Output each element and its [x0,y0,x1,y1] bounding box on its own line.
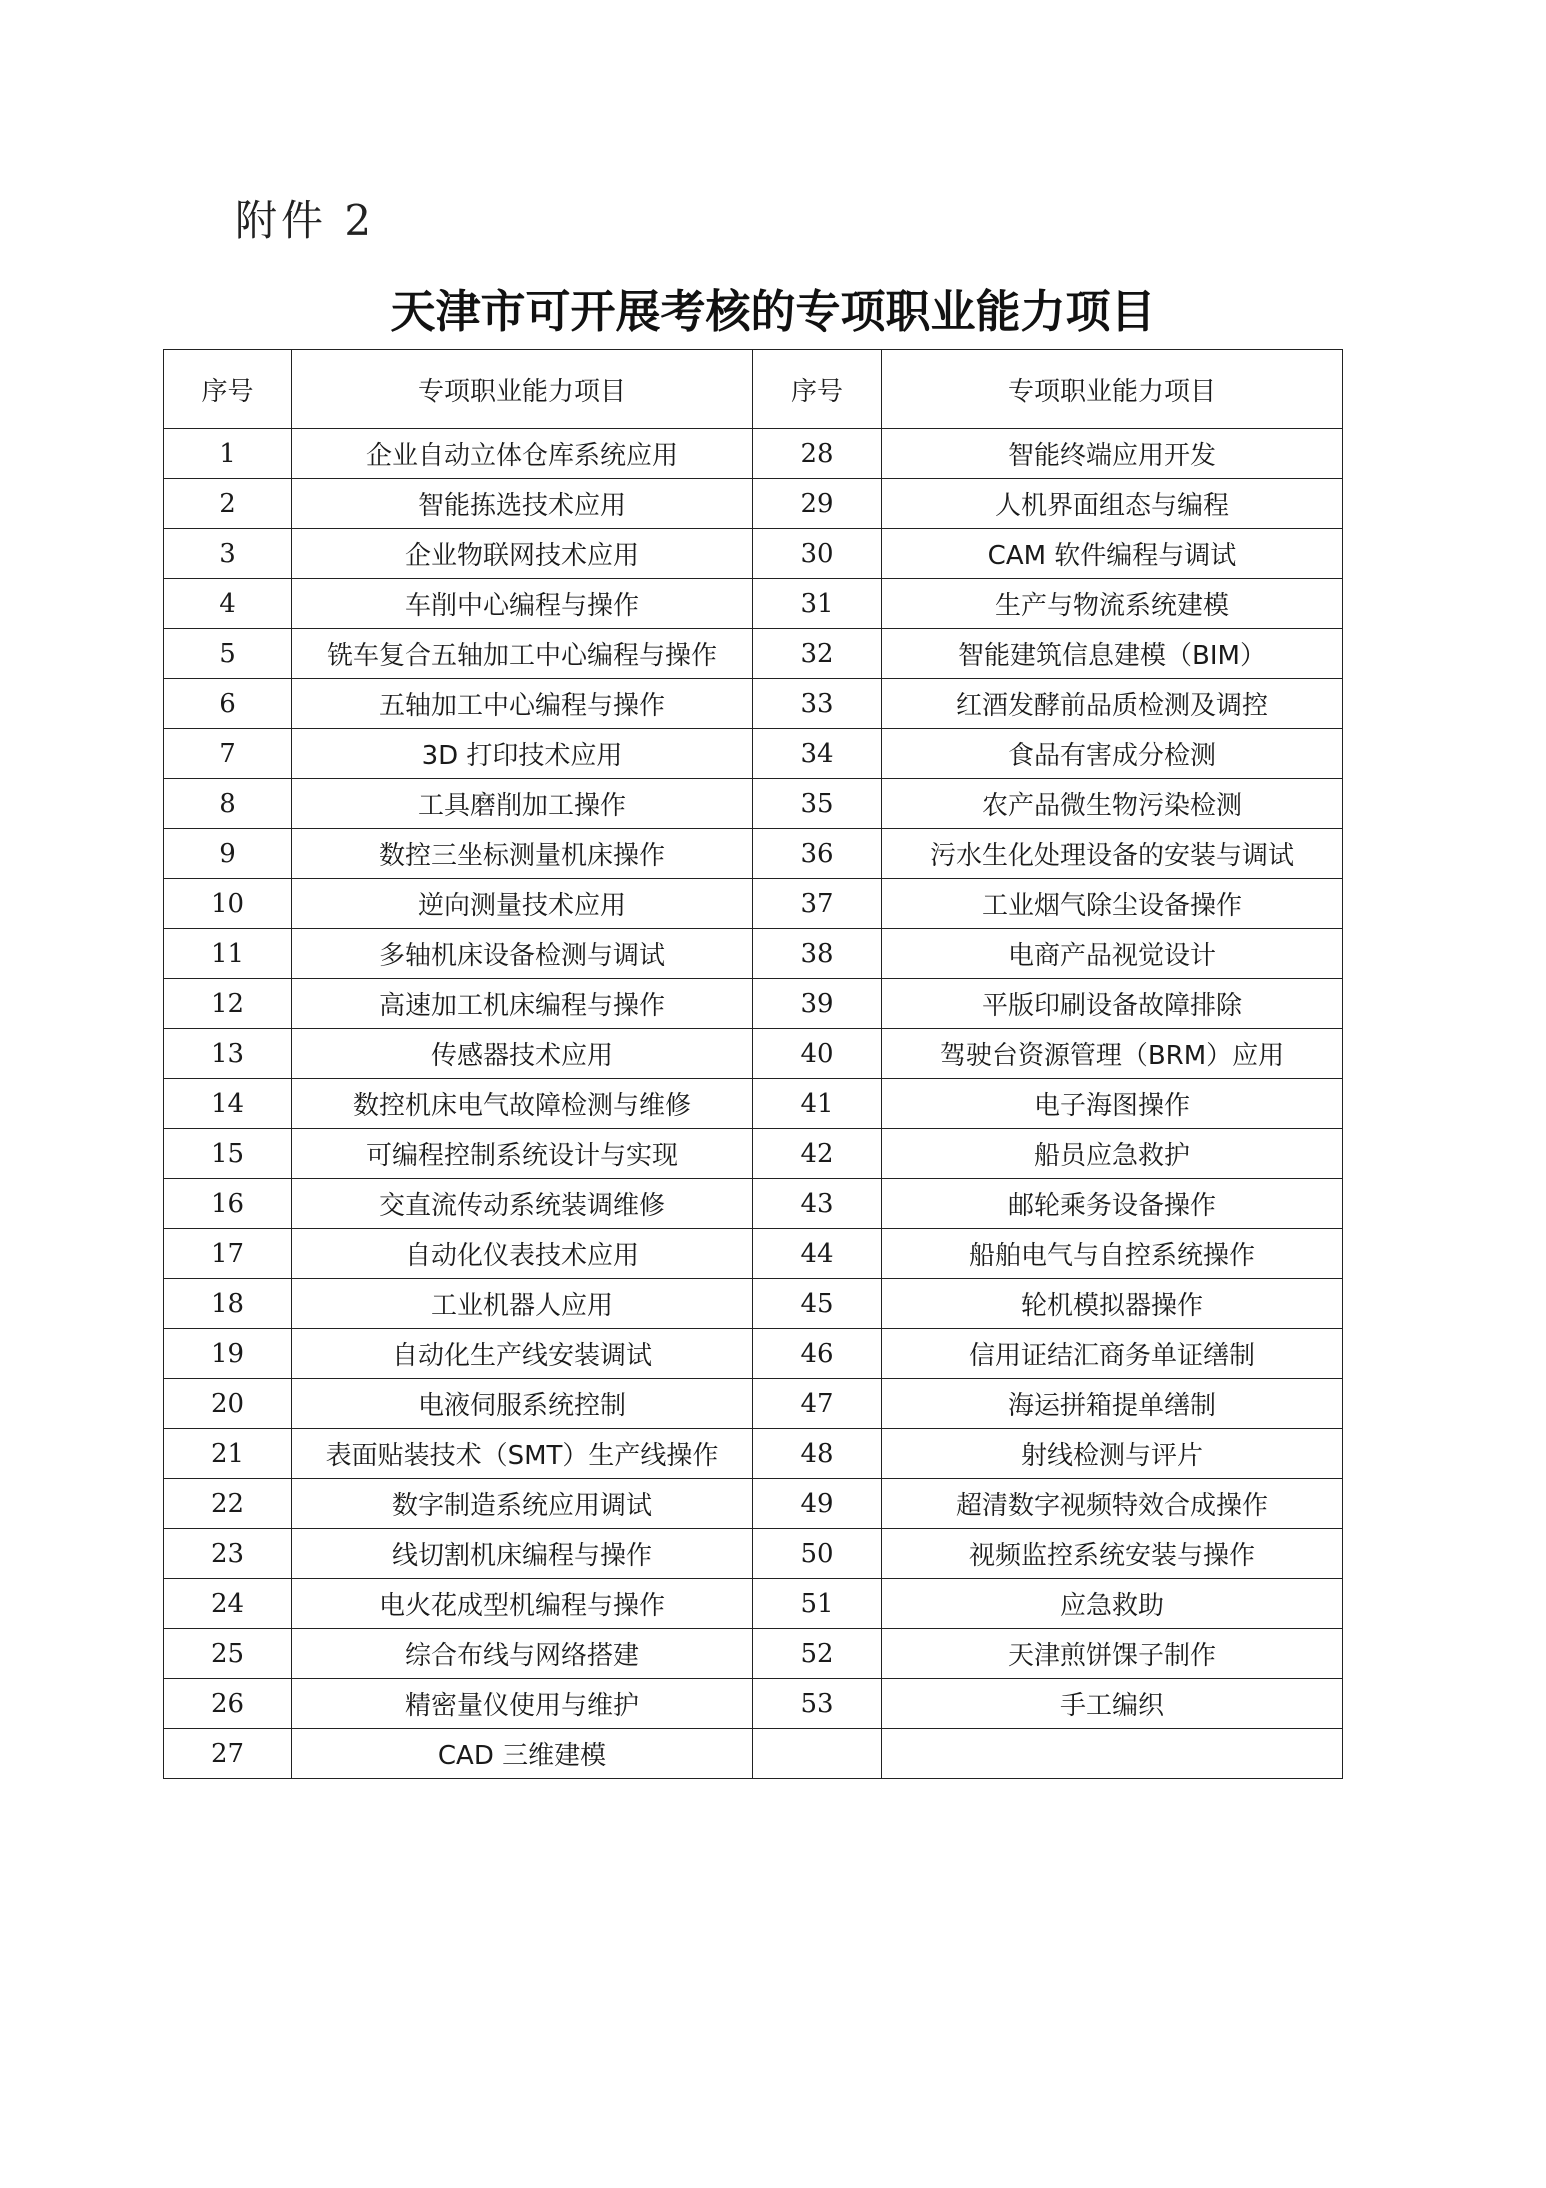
row-project-left: CAD 三维建模 [292,1729,753,1779]
row-project-right: 红酒发酵前品质检测及调控 [882,679,1343,729]
row-project-right: 手工编织 [882,1679,1343,1729]
row-project-right: CAM 软件编程与调试 [882,529,1343,579]
row-index-left: 16 [164,1179,292,1229]
row-index-right: 44 [753,1229,882,1279]
row-index-right: 50 [753,1529,882,1579]
row-project-right: 人机界面组态与编程 [882,479,1343,529]
document-title: 天津市可开展考核的专项职业能力项目 [390,285,1156,338]
table-row [164,979,1343,1029]
row-project-right: 智能终端应用开发 [882,429,1343,479]
row-project-left: 自动化生产线安装调试 [292,1329,753,1379]
row-index-right: 41 [753,1079,882,1129]
row-project-right: 海运拼箱提单缮制 [882,1379,1343,1429]
table-row [164,1529,1343,1579]
row-index-right: 52 [753,1629,882,1679]
row-project-right: 生产与物流系统建模 [882,579,1343,629]
row-index-left: 12 [164,979,292,1029]
row-index-right: 47 [753,1379,882,1429]
row-index-left: 1 [164,429,292,479]
row-index-left: 17 [164,1229,292,1279]
header-index-right: 序号 [753,350,882,429]
row-index-right: 51 [753,1579,882,1629]
row-project-left: 自动化仪表技术应用 [292,1229,753,1279]
table-row [164,1379,1343,1429]
row-index-right: 39 [753,979,882,1029]
row-index-left: 2 [164,479,292,529]
row-project-left: 传感器技术应用 [292,1029,753,1079]
table-row [164,1229,1343,1279]
row-project-right: 船员应急救护 [882,1129,1343,1179]
row-index-right: 31 [753,579,882,629]
row-index-right: 37 [753,879,882,929]
row-project-right: 驾驶台资源管理（BRM）应用 [882,1029,1343,1079]
row-index-right: 40 [753,1029,882,1079]
row-project-left: 高速加工机床编程与操作 [292,979,753,1029]
table-row [164,429,1343,479]
row-index-left: 21 [164,1429,292,1479]
row-index-left: 10 [164,879,292,929]
row-project-left: 企业自动立体仓库系统应用 [292,429,753,479]
row-project-right: 船舶电气与自控系统操作 [882,1229,1343,1279]
table-row [164,1629,1343,1679]
row-index-right: 48 [753,1429,882,1479]
project-table [163,349,1343,1779]
table-row [164,1729,1343,1779]
row-index-right: 42 [753,1129,882,1179]
table-body [164,429,1343,1779]
table-row [164,479,1343,529]
row-index-left: 5 [164,629,292,679]
row-project-left: 综合布线与网络搭建 [292,1629,753,1679]
row-index-right: 34 [753,729,882,779]
row-index-right: 53 [753,1679,882,1729]
row-index-right: 49 [753,1479,882,1529]
row-project-left: 电液伺服系统控制 [292,1379,753,1429]
row-project-right: 视频监控系统安装与操作 [882,1529,1343,1579]
table-row [164,929,1343,979]
row-index-right: 38 [753,929,882,979]
row-index-left: 18 [164,1279,292,1329]
row-project-right: 工业烟气除尘设备操作 [882,879,1343,929]
row-project-left: 车削中心编程与操作 [292,579,753,629]
row-project-left: 3D 打印技术应用 [292,729,753,779]
row-project-right: 信用证结汇商务单证缮制 [882,1329,1343,1379]
row-index-right: 28 [753,429,882,479]
table-row [164,629,1343,679]
header-project-left: 专项职业能力项目 [292,350,753,429]
row-project-right: 电商产品视觉设计 [882,929,1343,979]
row-project-right: 轮机模拟器操作 [882,1279,1343,1329]
row-index-right: 35 [753,779,882,829]
table-row [164,1029,1343,1079]
table-row [164,1579,1343,1629]
header-index-left: 序号 [164,350,292,429]
row-index-left: 14 [164,1079,292,1129]
row-index-left: 15 [164,1129,292,1179]
attachment-label: 附件 2 [235,196,376,245]
row-project-left: 精密量仪使用与维护 [292,1679,753,1729]
row-index-right: 30 [753,529,882,579]
row-index-left: 6 [164,679,292,729]
row-index-left: 7 [164,729,292,779]
row-index-left: 20 [164,1379,292,1429]
table-row [164,679,1343,729]
row-index-right: 43 [753,1179,882,1229]
row-index-right: 32 [753,629,882,679]
row-project-left: 铣车复合五轴加工中心编程与操作 [292,629,753,679]
row-index-left: 8 [164,779,292,829]
row-project-left: 工具磨削加工操作 [292,779,753,829]
row-index-left: 27 [164,1729,292,1779]
row-project-right: 电子海图操作 [882,1079,1343,1129]
row-index-left: 23 [164,1529,292,1579]
row-project-left: 交直流传动系统装调维修 [292,1179,753,1229]
row-project-right: 污水生化处理设备的安装与调试 [882,829,1343,879]
row-project-left: 数控机床电气故障检测与维修 [292,1079,753,1129]
table-row [164,1179,1343,1229]
table-row [164,1129,1343,1179]
row-project-left: 多轴机床设备检测与调试 [292,929,753,979]
table-row [164,579,1343,629]
row-project-right: 智能建筑信息建模（BIM） [882,629,1343,679]
row-project-left: 数字制造系统应用调试 [292,1479,753,1529]
row-project-right: 天津煎饼馃子制作 [882,1629,1343,1679]
table-row [164,879,1343,929]
row-index-left: 9 [164,829,292,879]
row-project-right: 平版印刷设备故障排除 [882,979,1343,1029]
row-index-right: 45 [753,1279,882,1329]
table-row [164,1679,1343,1729]
row-index-right: 33 [753,679,882,729]
row-project-left: 逆向测量技术应用 [292,879,753,929]
table-row [164,779,1343,829]
table-row [164,1279,1343,1329]
table-row [164,829,1343,879]
row-project-right [882,1729,1343,1779]
row-project-right: 邮轮乘务设备操作 [882,1179,1343,1229]
row-project-left: 企业物联网技术应用 [292,529,753,579]
row-project-right: 农产品微生物污染检测 [882,779,1343,829]
row-project-right: 超清数字视频特效合成操作 [882,1479,1343,1529]
table-header-row [164,350,1343,429]
row-index-left: 24 [164,1579,292,1629]
table-row [164,1329,1343,1379]
table-row [164,1429,1343,1479]
row-project-left: 线切割机床编程与操作 [292,1529,753,1579]
row-index-right: 36 [753,829,882,879]
row-project-left: 表面贴装技术（SMT）生产线操作 [292,1429,753,1479]
row-index-right: 29 [753,479,882,529]
row-index-left: 11 [164,929,292,979]
row-index-left: 22 [164,1479,292,1529]
row-index-left: 25 [164,1629,292,1679]
row-index-left: 13 [164,1029,292,1079]
table-row [164,1479,1343,1529]
row-project-left: 数控三坐标测量机床操作 [292,829,753,879]
row-index-left: 3 [164,529,292,579]
row-project-right: 应急救助 [882,1579,1343,1629]
row-index-left: 19 [164,1329,292,1379]
row-project-left: 智能拣选技术应用 [292,479,753,529]
row-project-right: 射线检测与评片 [882,1429,1343,1479]
table-row [164,729,1343,779]
row-project-left: 可编程控制系统设计与实现 [292,1129,753,1179]
row-index-left: 4 [164,579,292,629]
row-project-left: 五轴加工中心编程与操作 [292,679,753,729]
table-row [164,1079,1343,1129]
row-index-right: 46 [753,1329,882,1379]
row-index-right [753,1729,882,1779]
table-row [164,529,1343,579]
row-project-left: 工业机器人应用 [292,1279,753,1329]
row-index-left: 26 [164,1679,292,1729]
row-project-left: 电火花成型机编程与操作 [292,1579,753,1629]
row-project-right: 食品有害成分检测 [882,729,1343,779]
header-project-right: 专项职业能力项目 [882,350,1343,429]
